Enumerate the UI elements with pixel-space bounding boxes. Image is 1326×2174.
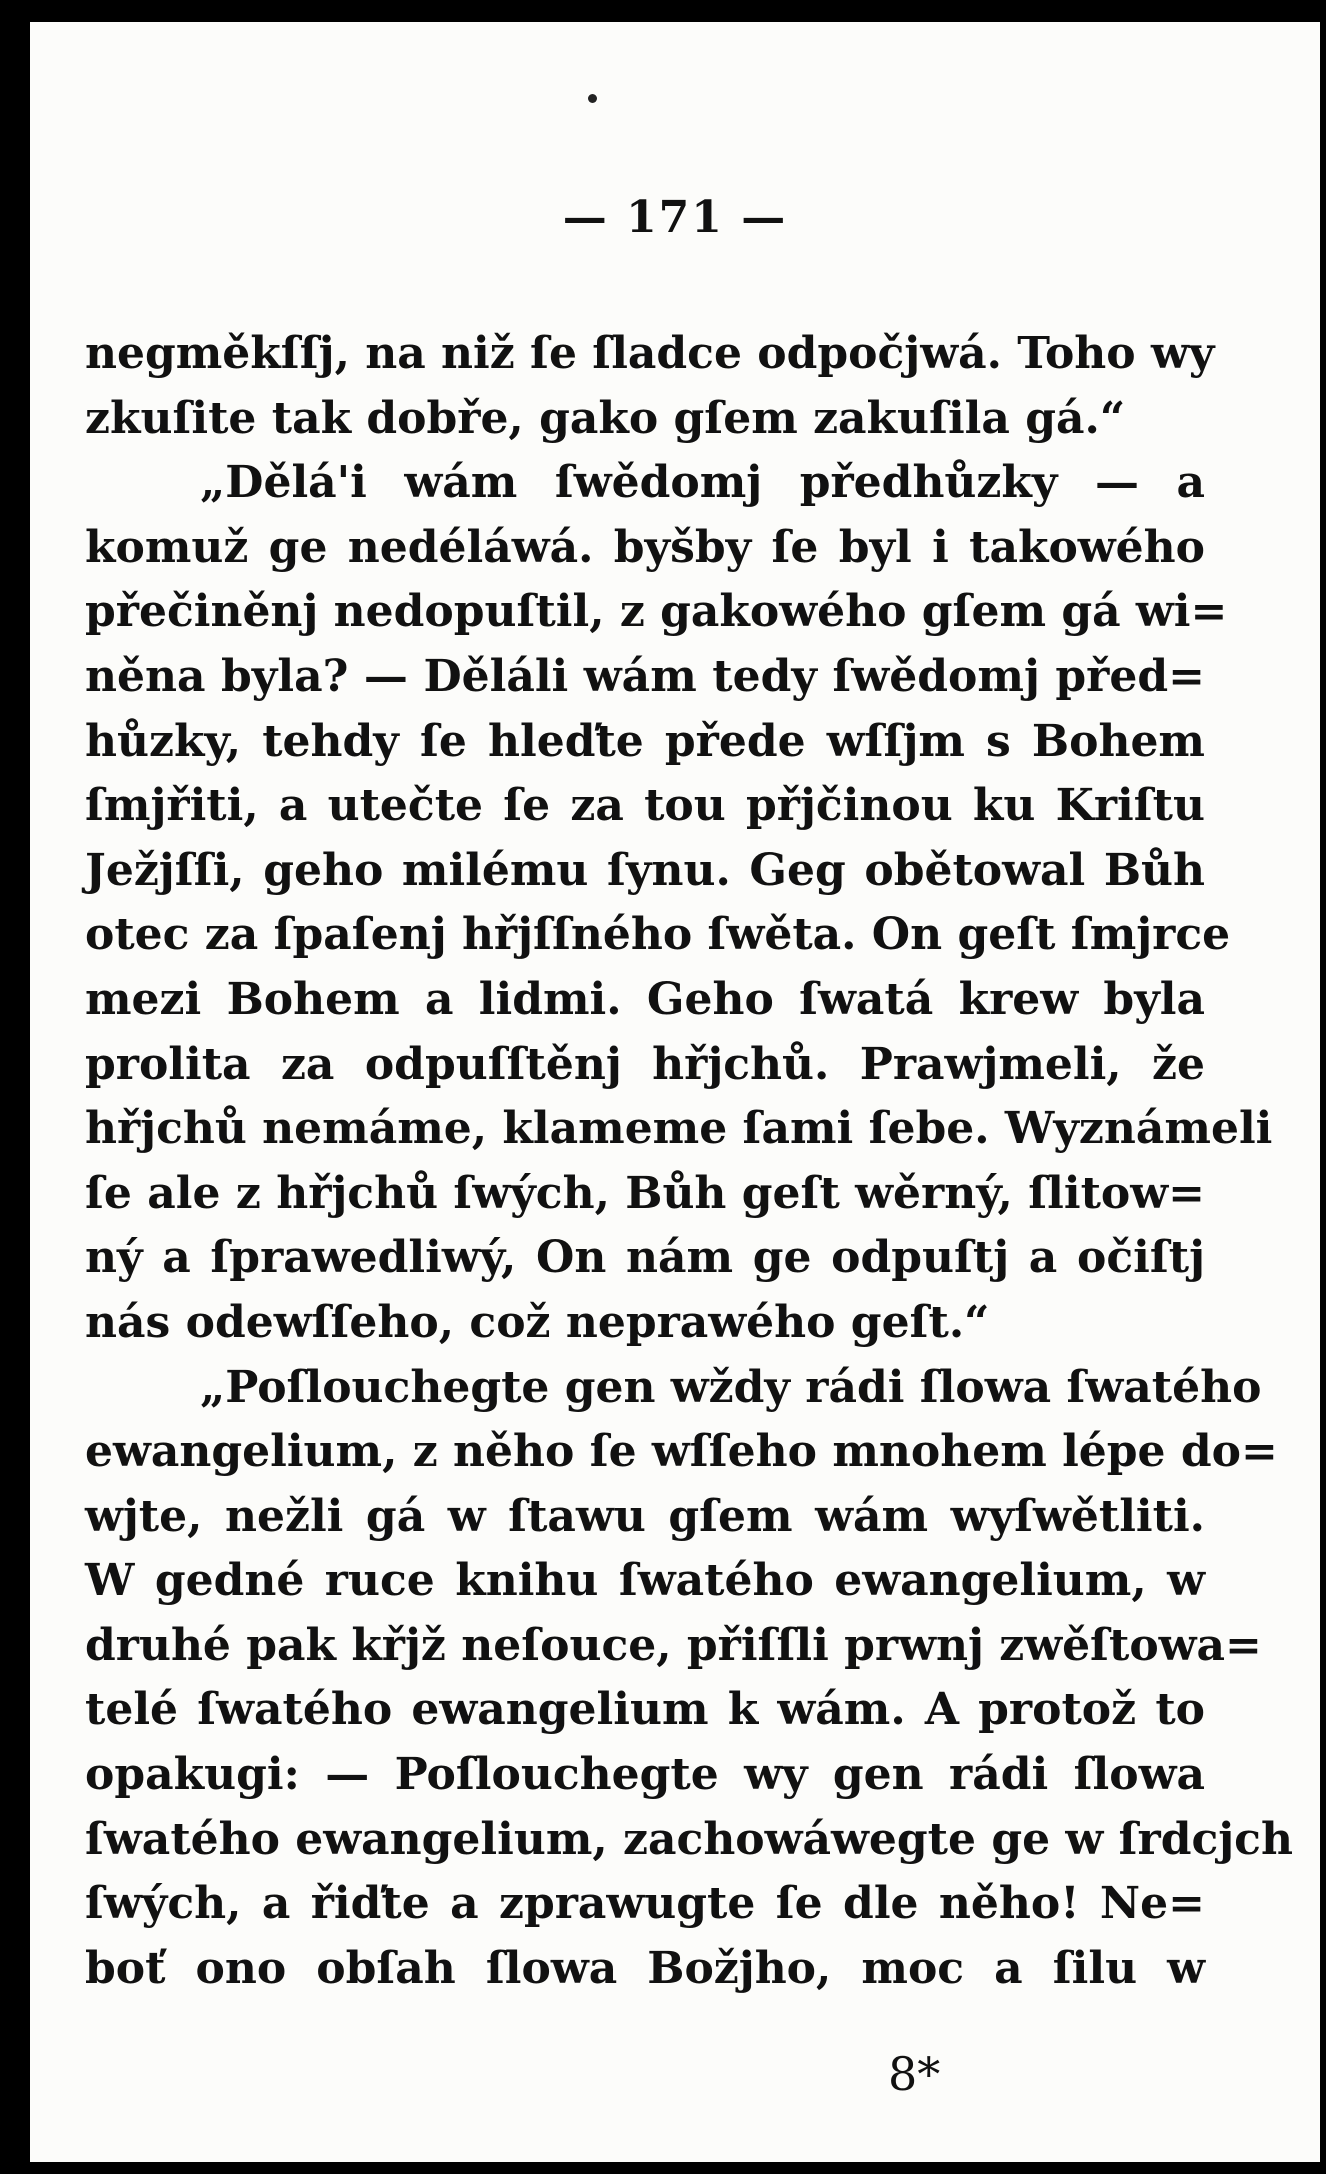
text-line: boť ono obſah ſlowa Božjho, moc a ſilu w [85, 1942, 1205, 1994]
text-line: zkuſite tak dobře, gako gſem zakuſila gá.“ [85, 392, 1126, 444]
text-line: ný a ſprawedliwý, On nám ge odpuſtj a očiſtj [85, 1232, 1205, 1284]
text-line: mezi Bohem a lidmi. Geho ſwatá krew byla [85, 973, 1205, 1025]
page-number: — 171 — [562, 192, 788, 243]
text-line: opakugi: — Poſlouchegte wy gen rádi ſlowa [85, 1749, 1205, 1801]
text-line: „Poſlouchegte gen wždy rádi ſlowa ſwatého [200, 1361, 1262, 1413]
text-line: wjte, nežli gá w ſtawu gſem wám wyſwětliti. [85, 1490, 1205, 1542]
text-line: ſwých, a řiďte a zprawugte ſe dle něho! Ne= [85, 1878, 1205, 1930]
paragraph [85, 322, 1215, 451]
text-line: hůzky, tehdy ſe hleďte přede wſſjm s Bohem [85, 715, 1205, 767]
paragraph [85, 451, 1273, 1355]
text-line: druhé pak křjž neſouce, přiſſli prwnj zwěſtowa= [85, 1619, 1262, 1671]
book-page [30, 22, 1320, 2162]
text-line: ſe ale z hřjchů ſwých, Bůh geſt wěrný, ſlitow= [85, 1167, 1205, 1219]
signature-mark: 8* [888, 2047, 941, 2101]
body-text [85, 322, 1293, 2001]
text-line: komuž ge nedéláwá. byšby ſe byl i takowého [85, 521, 1205, 573]
text-line: ewangelium, z něho ſe wſſeho mnohem lépe do= [85, 1426, 1278, 1478]
text-line: otec za ſpaſenj hřjſſného ſwěta. On geſt ſmjrce [85, 909, 1231, 961]
text-line: přečiněnj nedopuſtil, z gakowého gſem gá wi= [85, 586, 1228, 638]
text-line: něna byla? — Děláli wám tedy ſwědomj před= [85, 650, 1205, 702]
text-line: ſmjřiti, a utečte ſe za tou přjčinou ku Kriſtu [85, 780, 1205, 832]
text-line: hřjchů nemáme, klameme ſami ſebe. Wyznámeli [85, 1103, 1273, 1155]
text-line: negměkſſj, na niž ſe ſladce odpočjwá. Toho wy [85, 328, 1215, 379]
text-line: „Dělá'i wám ſwědomj předhůzky — a [200, 457, 1205, 509]
text-line: prolita za odpuſſtěnj hřjchů. Prawjmeli, že [85, 1038, 1205, 1090]
ink-speck [588, 94, 597, 103]
paragraph [85, 1356, 1293, 2002]
text-line: Ježjſſi, geho milému ſynu. Geg obětowal Bůh [85, 844, 1205, 896]
text-line: W gedné ruce knihu ſwatého ewangelium, w [85, 1555, 1205, 1607]
text-line: telé ſwatého ewangelium k wám. A protož to [85, 1684, 1205, 1736]
text-line: ſwatého ewangelium, zachowáwegte ge w ſrdcjch [85, 1813, 1293, 1865]
text-line: nás odewſſeho, což neprawého geſt.“ [85, 1296, 990, 1348]
